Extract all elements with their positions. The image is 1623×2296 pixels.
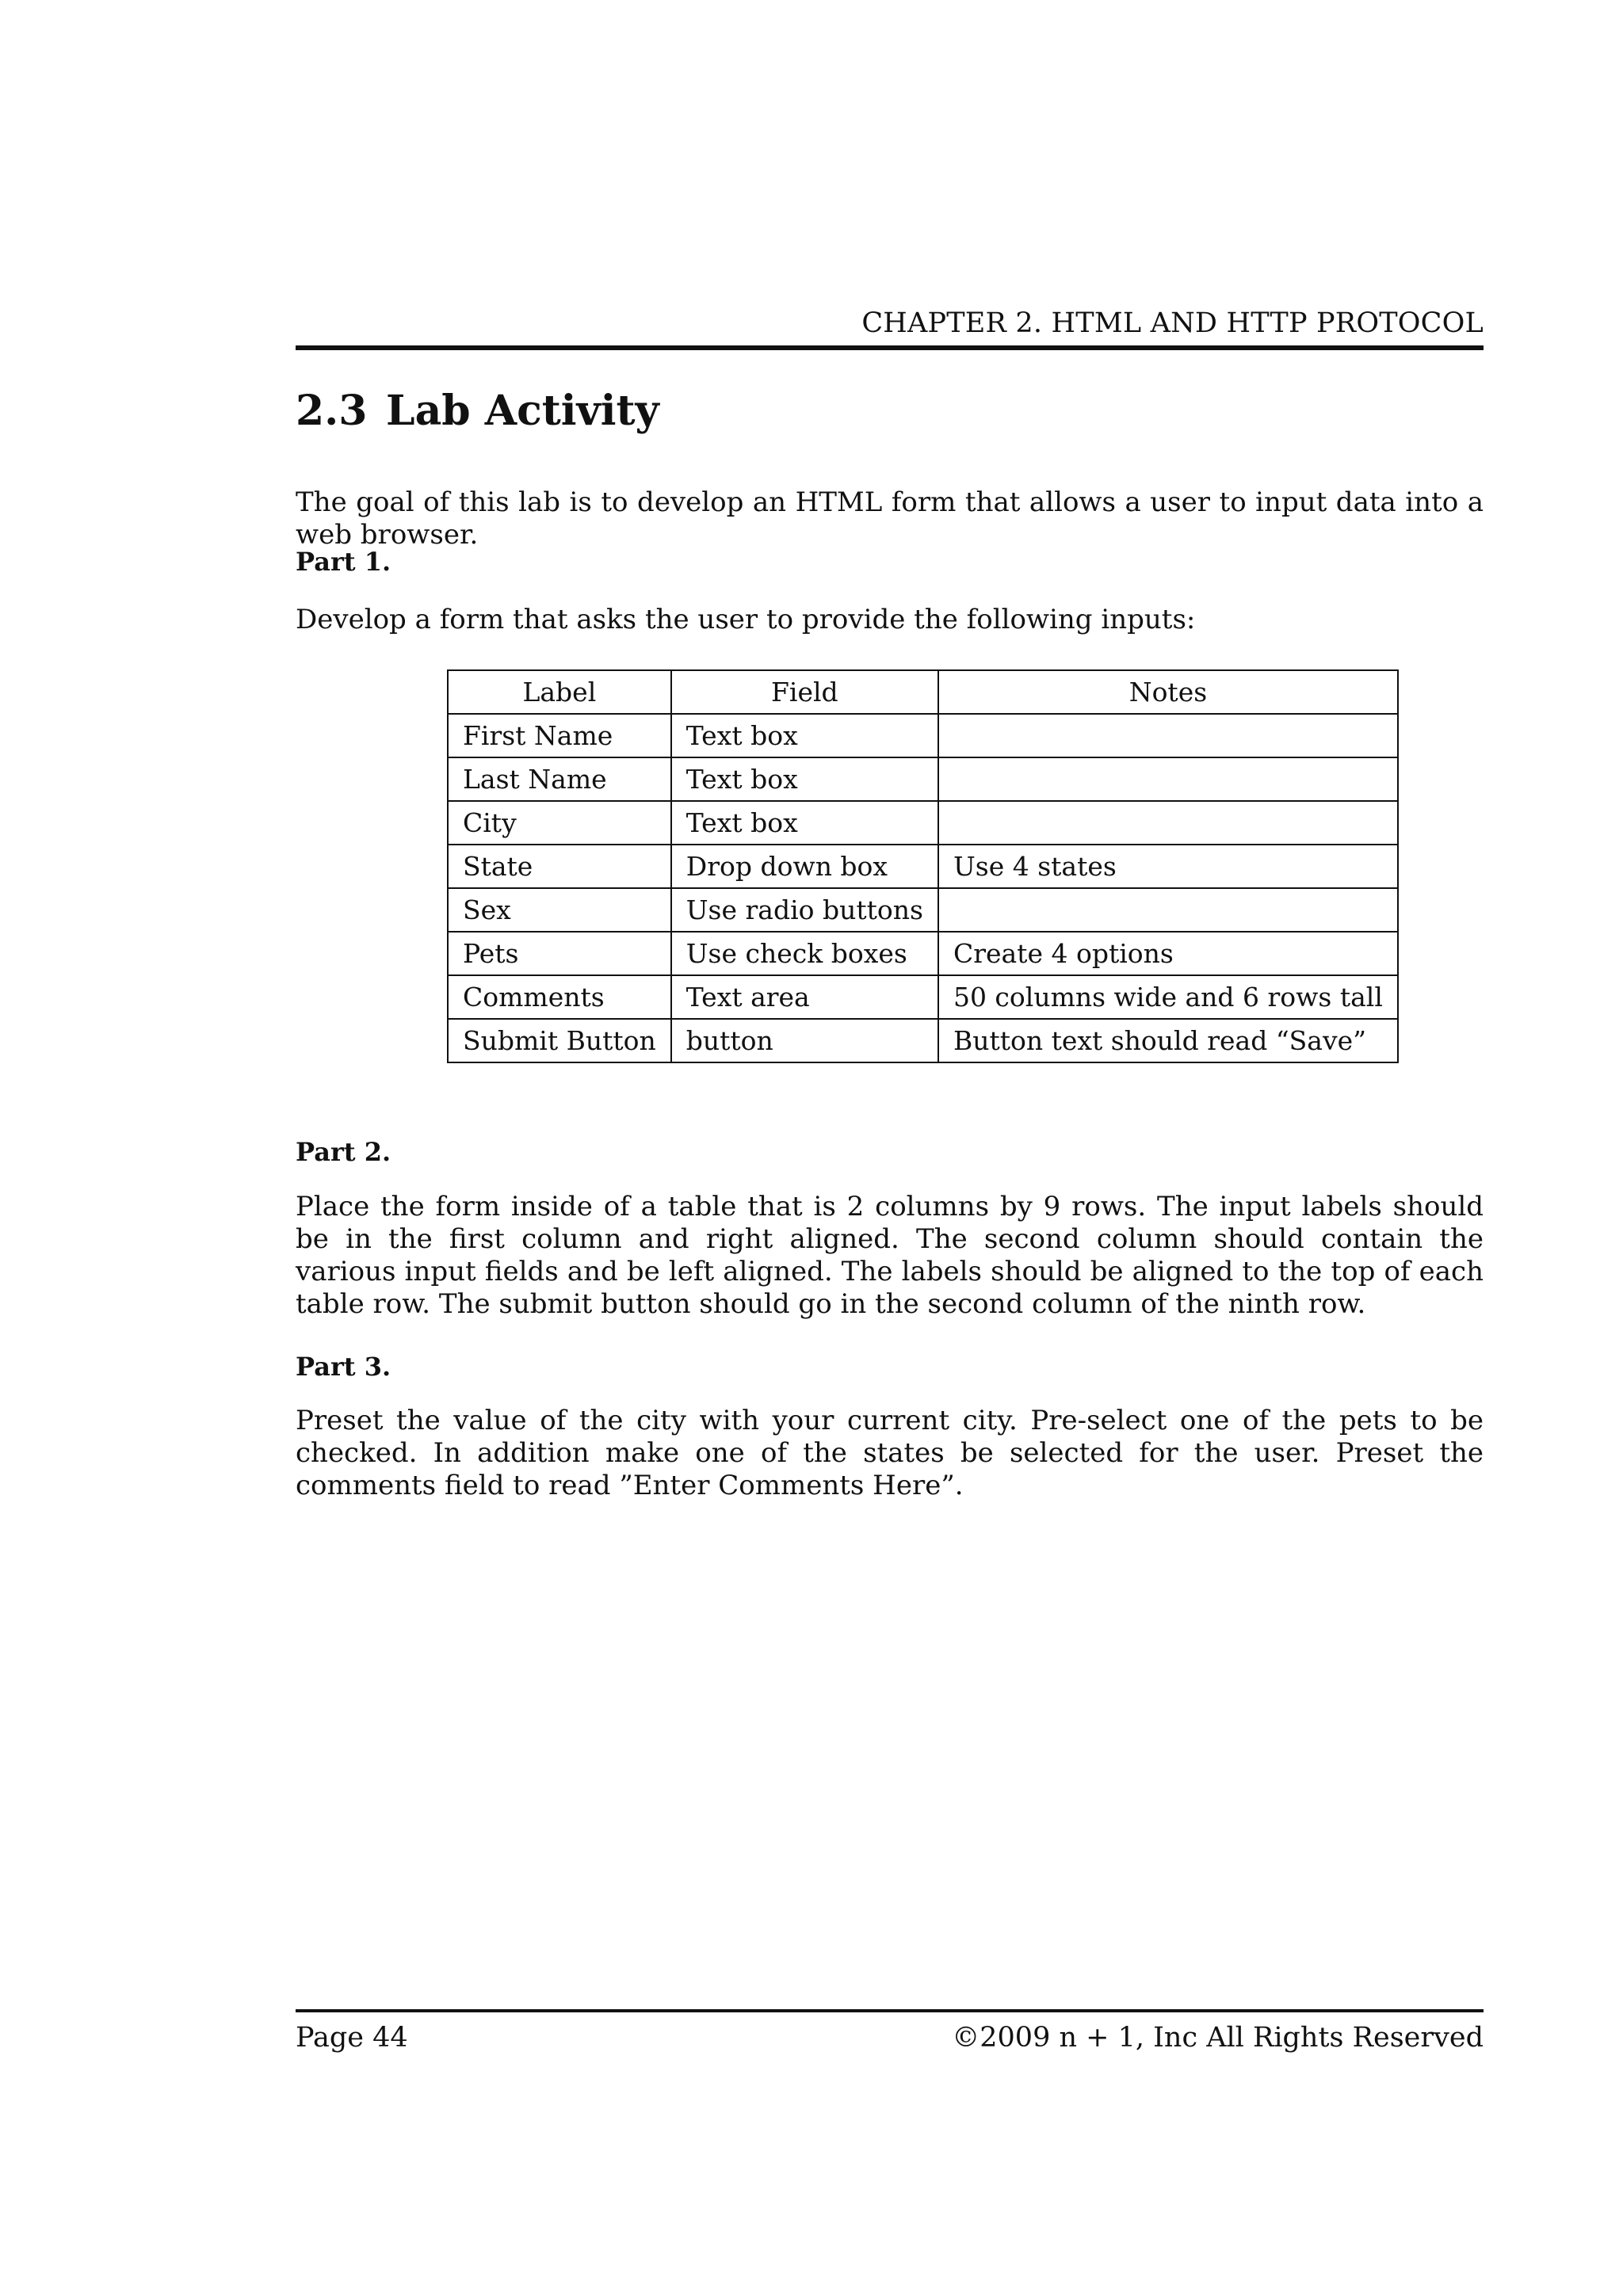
cell-field: Use check boxes xyxy=(671,932,938,975)
part2-heading: Part 2. xyxy=(296,1137,391,1167)
section-title xyxy=(296,387,659,435)
cell-notes: Use 4 states xyxy=(938,845,1398,888)
table-row xyxy=(448,845,1398,888)
cell-label: First Name xyxy=(448,714,671,757)
part1-paragraph: Develop a form that asks the user to provide the following inputs: xyxy=(296,604,1196,635)
cell-field: button xyxy=(671,1019,938,1062)
running-head: CHAPTER 2. HTML AND HTTP PROTOCOL xyxy=(861,307,1484,339)
footer-rule xyxy=(296,2009,1484,2012)
column-header-notes: Notes xyxy=(938,670,1398,714)
part3-paragraph: Preset the value of the city with your current city. Pre-select one of the pets to be checked. In addition make one of the states be selected for the user. Preset the comments field to read ”Enter Comments Here”. xyxy=(296,1405,1484,1501)
table-row xyxy=(448,932,1398,975)
copyright-notice: ©2009 n + 1, Inc All Rights Reserved xyxy=(952,2022,1484,2054)
cell-notes: 50 columns wide and 6 rows tall xyxy=(938,975,1398,1019)
table-row xyxy=(448,714,1398,757)
column-header-label: Label xyxy=(448,670,671,714)
cell-label: State xyxy=(448,845,671,888)
cell-label: Last Name xyxy=(448,757,671,801)
cell-notes xyxy=(938,801,1398,845)
table-row xyxy=(448,1019,1398,1062)
cell-label: Comments xyxy=(448,975,671,1019)
section-number: 2.3 xyxy=(296,387,368,435)
cell-field: Drop down box xyxy=(671,845,938,888)
cell-field: Text box xyxy=(671,757,938,801)
table-row xyxy=(448,757,1398,801)
requirements-table xyxy=(447,669,1399,1063)
table-row xyxy=(448,888,1398,932)
cell-field: Text area xyxy=(671,975,938,1019)
cell-field: Text box xyxy=(671,714,938,757)
cell-field: Use radio buttons xyxy=(671,888,938,932)
part1-heading: Part 1. xyxy=(296,547,391,577)
intro-paragraph: The goal of this lab is to develop an HTML form that allows a user to input data into a web browser. xyxy=(296,486,1484,551)
cell-label: City xyxy=(448,801,671,845)
cell-notes xyxy=(938,757,1398,801)
cell-notes: Button text should read “Save” xyxy=(938,1019,1398,1062)
cell-notes xyxy=(938,714,1398,757)
cell-field: Text box xyxy=(671,801,938,845)
column-header-field: Field xyxy=(671,670,938,714)
table-header-row xyxy=(448,670,1398,714)
header-rule xyxy=(296,345,1484,350)
document-page xyxy=(296,0,1484,2296)
table-row xyxy=(448,801,1398,845)
section-title-text: Lab Activity xyxy=(386,387,659,435)
page-number: Page 44 xyxy=(296,2022,408,2054)
cell-label: Submit Button xyxy=(448,1019,671,1062)
cell-notes: Create 4 options xyxy=(938,932,1398,975)
part2-paragraph: Place the form inside of a table that is 2 columns by 9 rows. The input labels should be in the first column and right aligned. The second column should contain the various input fields and be left aligned. The labels should be aligned to the top of each table row. The submit button should go in the second column of the ninth row. xyxy=(296,1191,1484,1320)
cell-label: Sex xyxy=(448,888,671,932)
cell-notes xyxy=(938,888,1398,932)
part3-heading: Part 3. xyxy=(296,1352,391,1382)
table-row xyxy=(448,975,1398,1019)
cell-label: Pets xyxy=(448,932,671,975)
